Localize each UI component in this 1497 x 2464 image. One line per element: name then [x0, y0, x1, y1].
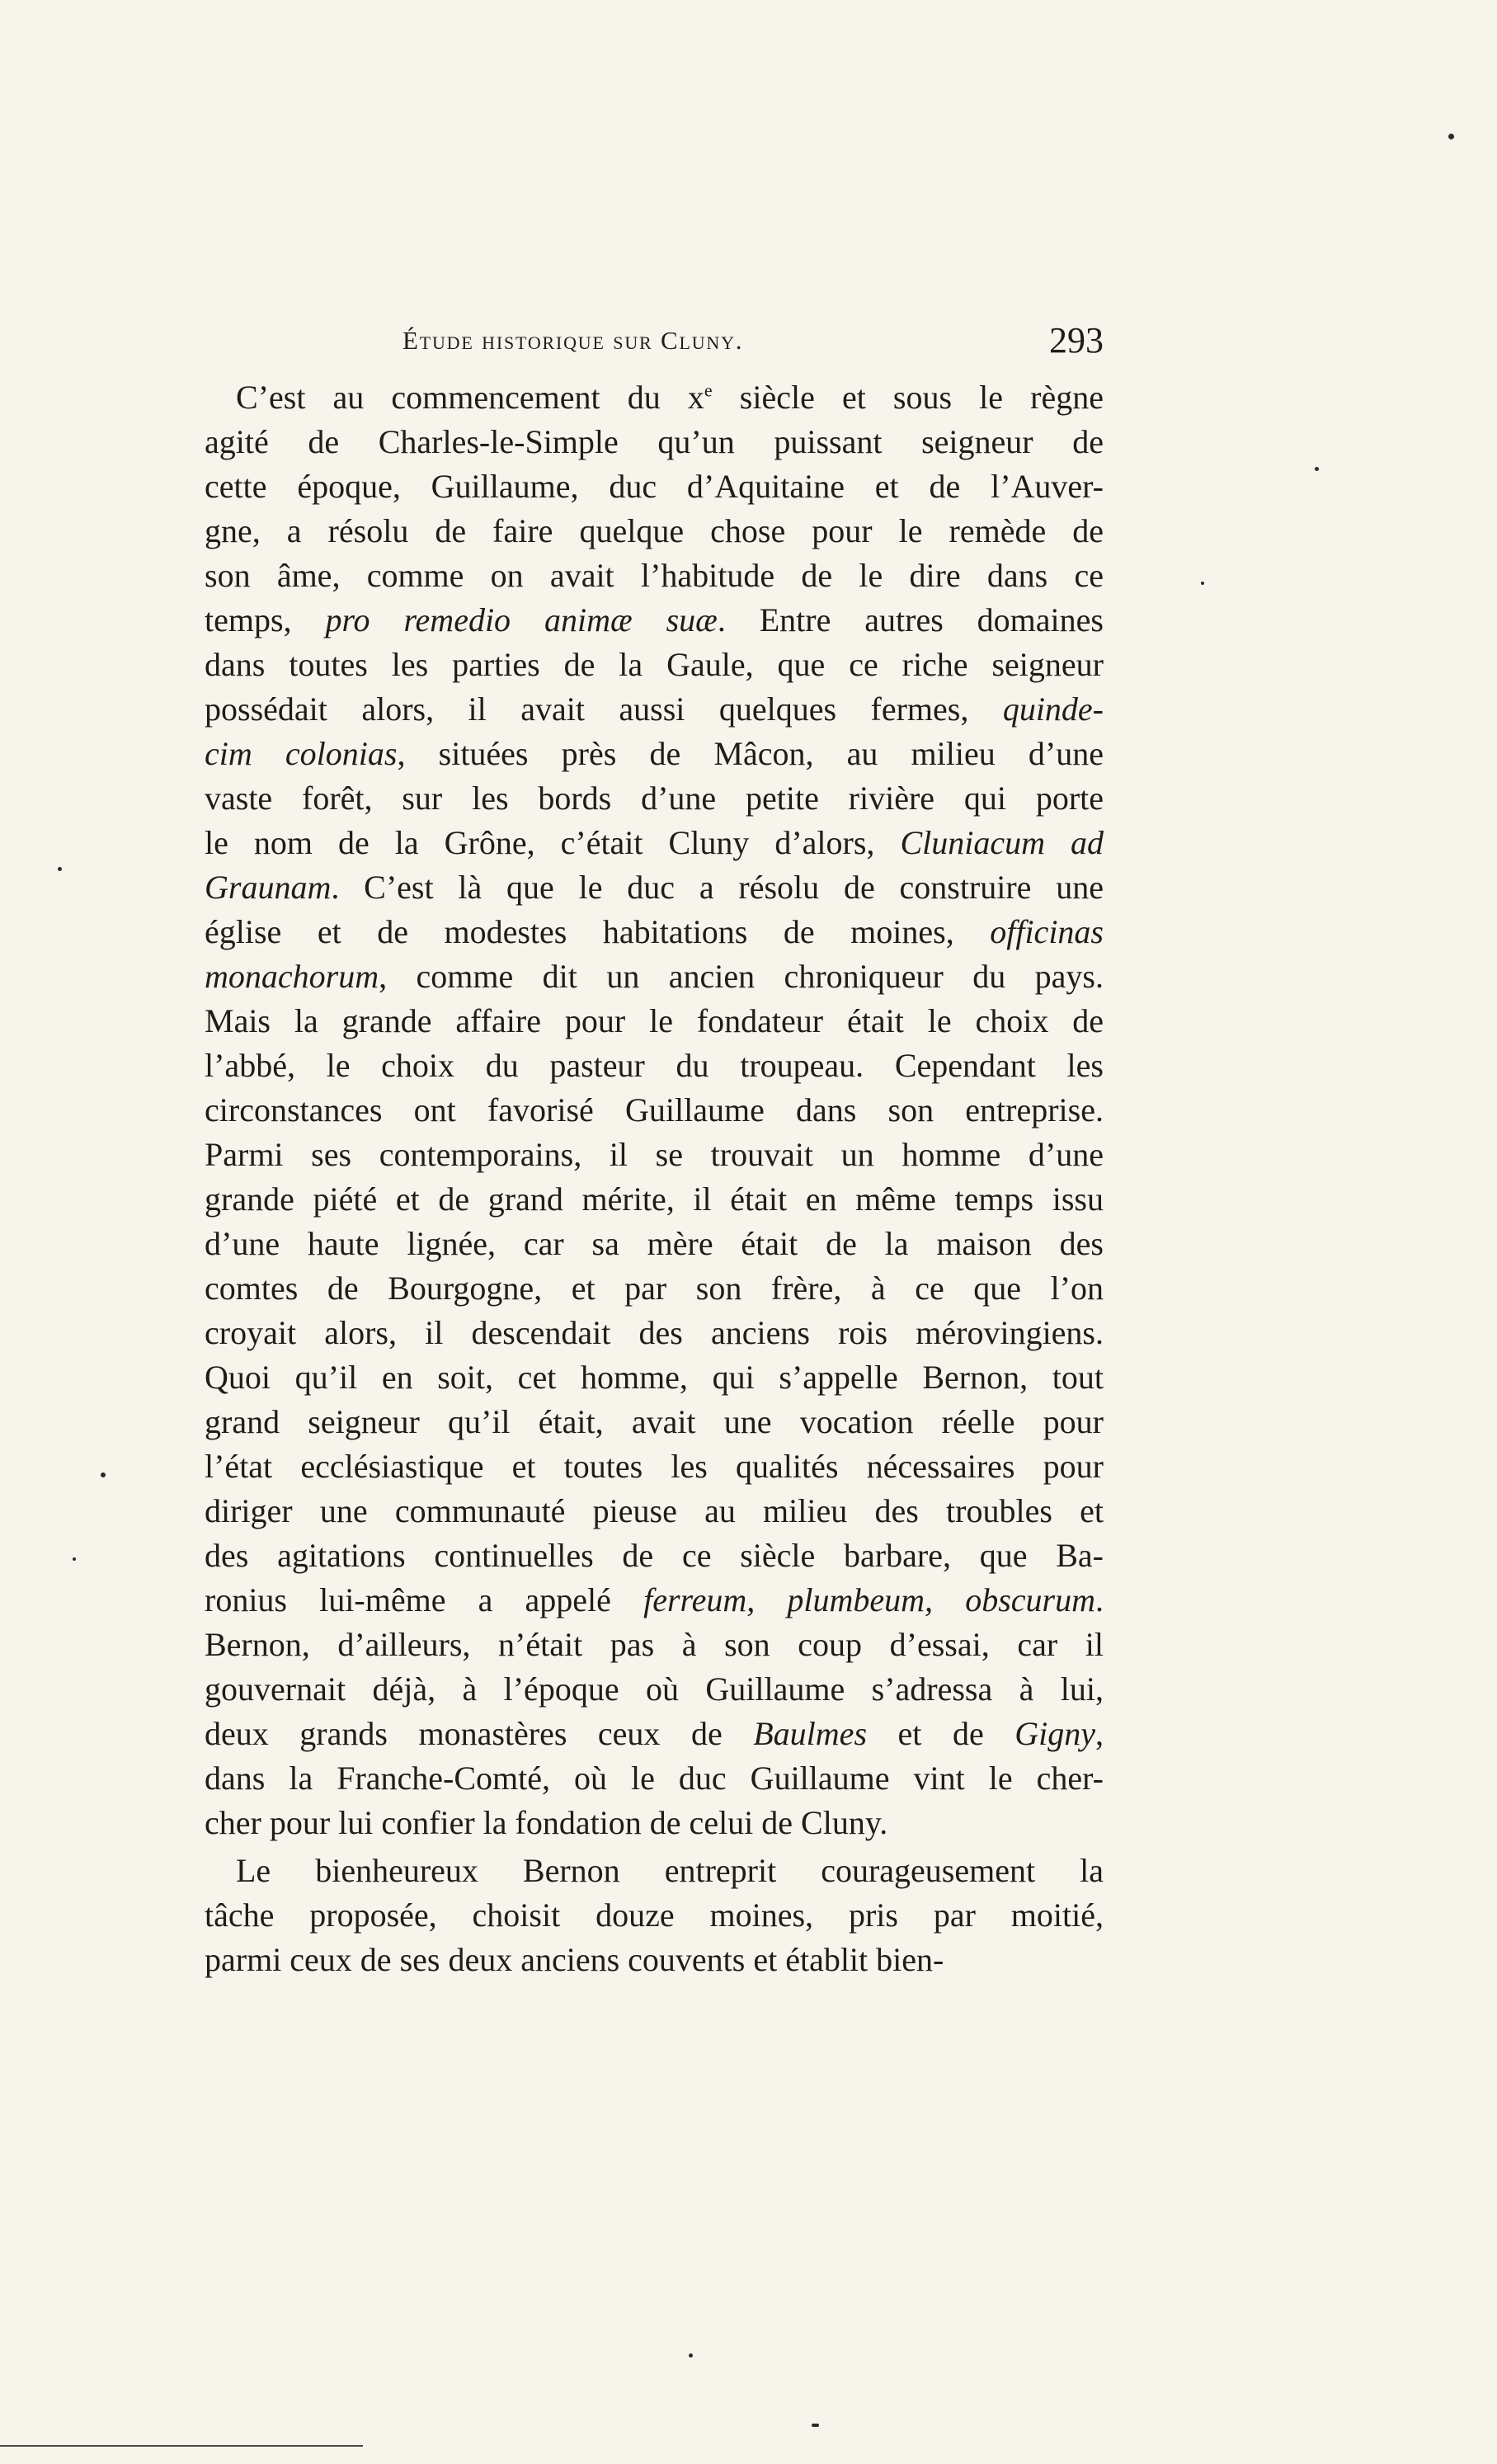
text-line	[205, 598, 1104, 643]
text-segment: Mais la grande affaire pour le fondateur était le choix de	[205, 1002, 1104, 1039]
text-line	[205, 1400, 1104, 1444]
running-head	[205, 320, 1104, 367]
text-line	[205, 1938, 1104, 1982]
italic-text: officinas	[990, 913, 1104, 950]
text-segment: grande piété et de grand mérite, il était en même temps issu	[205, 1180, 1104, 1218]
running-title: Étude historique sur Cluny.	[402, 326, 744, 355]
text-segment: diriger une communauté pieuse au milieu des troubles et	[205, 1492, 1104, 1529]
text-line	[205, 1311, 1104, 1355]
text-segment: ,	[1095, 1715, 1104, 1752]
text-line	[205, 1489, 1104, 1534]
text-line	[205, 509, 1104, 554]
page-speck	[1201, 582, 1204, 585]
text-line	[205, 1266, 1104, 1311]
text-line	[205, 1667, 1104, 1712]
text-segment: temps,	[205, 601, 326, 638]
text-line	[205, 1444, 1104, 1489]
text-line	[205, 1849, 1104, 1893]
page-speck	[1448, 134, 1454, 139]
italic-text: monachorum	[205, 958, 379, 995]
text-segment: agité de Charles-le-Simple qu’un puissant seigneur de	[205, 423, 1104, 460]
text-segment: C’est au commencement du x	[236, 379, 704, 416]
text-segment: Quoi qu’il en soit, cet homme, qui s’appelle Bernon, tout	[205, 1359, 1104, 1396]
text-segment: dans la Franche-Comté, où le duc Guillaume vint le cher-	[205, 1760, 1104, 1797]
italic-text: ferreum, plumbeum, obscurum	[643, 1581, 1095, 1618]
page-speck	[1315, 467, 1319, 471]
text-line	[205, 554, 1104, 598]
paragraph	[205, 375, 1104, 1845]
text-line	[205, 1222, 1104, 1266]
page-number: 293	[1049, 320, 1104, 360]
text-line	[205, 687, 1104, 732]
text-segment: Bernon, d’ailleurs, n’était pas à son coup d’essai, car il	[205, 1626, 1104, 1663]
text-line	[205, 1756, 1104, 1801]
text-line	[205, 1712, 1104, 1756]
text-segment: église et de modestes habitations de moines,	[205, 913, 991, 950]
text-line	[205, 865, 1104, 910]
text-segment: l’abbé, le choix du pasteur du troupeau. Cependant les	[205, 1047, 1104, 1084]
italic-text: Graunam	[205, 869, 332, 906]
text-line	[205, 954, 1104, 999]
text-segment: deux grands monastères ceux de	[205, 1715, 754, 1752]
text-segment: , comme dit un ancien chroniqueur du pays.	[379, 958, 1104, 995]
italic-text: Baulmes	[753, 1715, 868, 1752]
text-segment: . Entre autres domaines	[717, 601, 1104, 638]
text-segment: siècle et sous le règne	[712, 379, 1104, 416]
body-text	[205, 375, 1104, 1982]
text-line	[205, 1133, 1104, 1177]
text-line	[205, 464, 1104, 509]
text-line	[205, 732, 1104, 776]
text-segment: circonstances ont favorisé Guillaume dans son entreprise.	[205, 1091, 1104, 1128]
page-speck	[812, 2424, 819, 2427]
italic-text: Gigny	[1014, 1715, 1095, 1752]
text-segment: et de	[867, 1715, 1015, 1752]
text-segment: Parmi ses contemporains, il se trouvait un homme d’une	[205, 1136, 1104, 1173]
text-line	[205, 420, 1104, 464]
text-line	[205, 999, 1104, 1044]
text-segment: d’une haute lignée, car sa mère était de la maison des	[205, 1225, 1104, 1262]
text-segment: tâche proposée, choisit douze moines, pris par moitié,	[205, 1896, 1104, 1934]
text-segment: croyait alors, il descendait des anciens rois mérovingiens.	[205, 1314, 1104, 1351]
page-speck	[73, 1557, 76, 1561]
superscript-text: e	[704, 379, 713, 401]
text-line	[205, 1801, 1104, 1845]
text-line	[205, 1578, 1104, 1623]
italic-text: pro remedio animæ suæ	[325, 601, 718, 638]
bottom-edge-rule	[0, 2445, 363, 2447]
text-line	[205, 1177, 1104, 1222]
text-line	[205, 1534, 1104, 1578]
text-segment: .	[1095, 1581, 1104, 1618]
page-speck	[101, 1472, 106, 1477]
text-line	[205, 821, 1104, 865]
text-segment: ronius lui-même a appelé	[205, 1581, 644, 1618]
italic-text: Cluniacum ad	[900, 824, 1104, 861]
text-line	[205, 910, 1104, 954]
page-speck	[58, 867, 62, 871]
text-segment: parmi ceux de ses deux anciens couvents et établit bien-	[205, 1941, 944, 1978]
text-segment: gne, a résolu de faire quelque chose pour le remède de	[205, 512, 1104, 549]
text-segment: dans toutes les parties de la Gaule, que ce riche seigneur	[205, 646, 1104, 683]
text-line	[205, 643, 1104, 687]
text-segment: des agitations continuelles de ce siècle barbare, que Ba-	[205, 1537, 1104, 1574]
paragraph	[205, 1849, 1104, 1982]
text-segment: son âme, comme on avait l’habitude de le dire dans ce	[205, 557, 1104, 594]
text-line	[205, 1893, 1104, 1938]
text-line	[205, 375, 1104, 420]
italic-text: quinde-	[1002, 690, 1104, 728]
text-segment: l’état ecclésiastique et toutes les qualités nécessaires pour	[205, 1448, 1104, 1485]
page-speck	[689, 2353, 693, 2358]
text-line	[205, 1623, 1104, 1667]
text-segment: comtes de Bourgogne, et par son frère, à ce que l’on	[205, 1270, 1104, 1307]
text-line	[205, 776, 1104, 821]
text-segment: . C’est là que le duc a résolu de construire une	[331, 869, 1104, 906]
text-segment: le nom de la Grône, c’était Cluny d’alors,	[205, 824, 901, 861]
text-segment: cette époque, Guillaume, duc d’Aquitaine et de l’Auver-	[205, 468, 1104, 505]
text-segment: Le bienheureux Bernon entreprit courageusement la	[236, 1852, 1104, 1889]
text-line	[205, 1088, 1104, 1133]
text-line	[205, 1355, 1104, 1400]
text-segment: vaste forêt, sur les bords d’une petite rivière qui porte	[205, 780, 1104, 817]
text-segment: cher pour lui confier la fondation de celui de Cluny.	[205, 1804, 888, 1841]
text-line	[205, 1044, 1104, 1088]
text-segment: grand seigneur qu’il était, avait une vocation réelle pour	[205, 1403, 1104, 1440]
text-segment: gouvernait déjà, à l’époque où Guillaume s’adressa à lui,	[205, 1670, 1104, 1708]
text-segment: , situées près de Mâcon, au milieu d’une	[397, 735, 1104, 772]
text-segment: possédait alors, il avait aussi quelques fermes,	[205, 690, 1003, 728]
italic-text: cim colonias	[205, 735, 398, 772]
